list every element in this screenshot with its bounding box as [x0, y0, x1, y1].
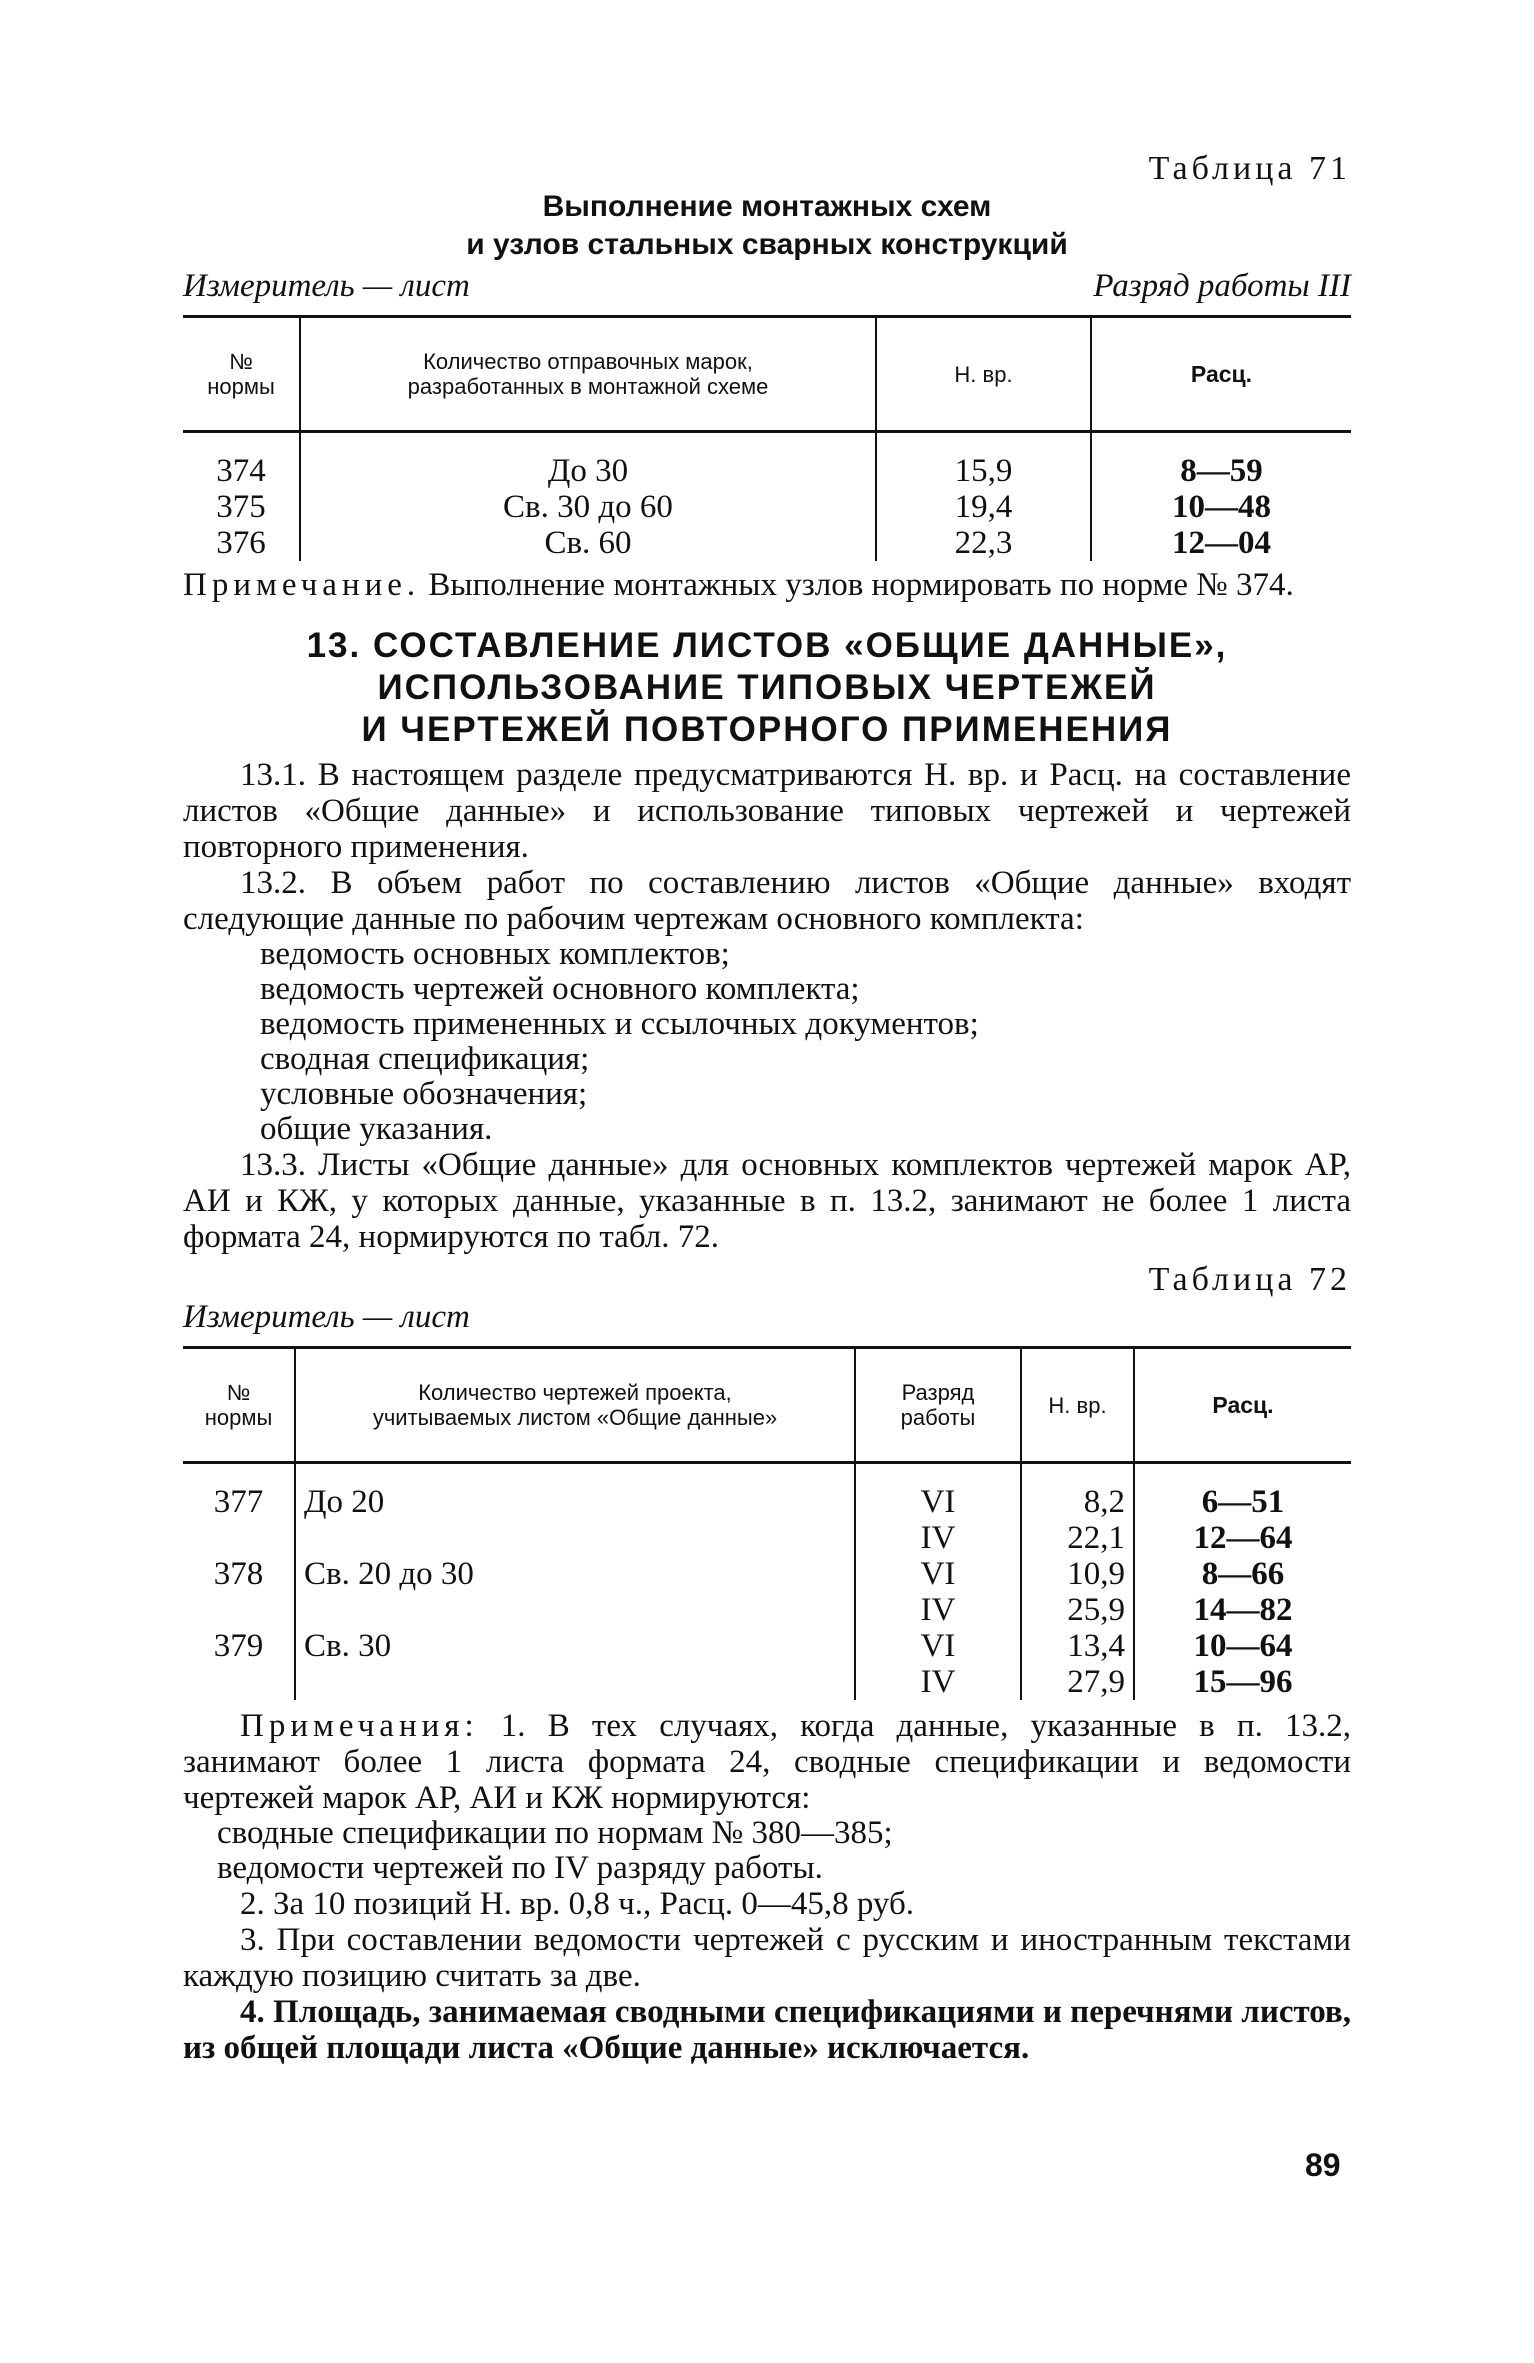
cell-num: 379 [213, 1628, 264, 1664]
table71 [183, 318, 1351, 561]
section-heading: 13. СОСТАВЛЕНИЕ ЛИСТОВ «ОБЩИЕ ДАННЫЕ», ИСПОЛЬЗОВАНИЕ ТИПОВЫХ ЧЕРТЕЖЕЙ И ЧЕРТЕЖЕЙ ПОВТОРНОГО ПРИМЕНЕНИЯ [306, 626, 1228, 749]
cell-rasc: 15—96 [1134, 1664, 1351, 1700]
table71-measure: Измеритель — лист [183, 268, 470, 304]
page-body [183, 150, 1351, 2066]
list-item: общие указания. [260, 1111, 493, 1147]
table72-header-row [183, 1349, 1351, 1463]
col-header-rasc: Расц. [1134, 1349, 1351, 1463]
table-row [183, 432, 1351, 490]
col-header-rasc: Расц. [1091, 318, 1351, 432]
paragraph-13-1: 13.1. В настоящем разделе предусматриваются Н. вр. и Расц. на составление листов «Общие данные» и использование типовых чертежей и чертежей повторного применения. [183, 757, 1351, 865]
table72-note2: 2. За 10 позиций Н. вр. 0,8 ч., Расц. 0—45,8 руб. [240, 1886, 915, 1922]
cell-rasc: 8—59 [1091, 432, 1351, 490]
cell-num: 375 [216, 489, 266, 525]
table71-header-row [183, 318, 1351, 432]
table72-measure: Измеритель — лист [183, 1299, 470, 1335]
cell-hvr: 13,4 [1021, 1628, 1134, 1664]
cell-rasc: 12—04 [1091, 525, 1351, 561]
cell-num [183, 1592, 295, 1628]
cell-hvr: 10,9 [1021, 1556, 1134, 1592]
cell-num [183, 1664, 295, 1700]
table-row [183, 525, 1351, 561]
table-row [183, 489, 1351, 525]
cell-qty [295, 1592, 855, 1628]
table-row [183, 1463, 1351, 1521]
col-header-num: № нормы [204, 1380, 273, 1430]
table72-note1: Примечания: 1. В тех случаях, когда данные, указанные в п. 13.2, занимают более 1 листа формата 24, сводные спецификации и ведомости чертежей марок АР, АИ и КЖ нормируются: [183, 1708, 1351, 1816]
cell-num [183, 1520, 295, 1556]
cell-qty: До 30 [300, 432, 876, 490]
cell-num: 377 [213, 1484, 264, 1520]
cell-qty: Св. 30 [295, 1628, 855, 1664]
table-row [183, 1628, 1351, 1664]
cell-hvr: 15,9 [876, 432, 1091, 490]
list-item: сводная спецификация; [260, 1041, 590, 1077]
cell-hvr: 25,9 [1021, 1592, 1134, 1628]
cell-hvr: 8,2 [1021, 1463, 1134, 1521]
table-row [183, 1556, 1351, 1592]
table71-title-line2: и узлов стальных сварных конструкций [466, 228, 1068, 261]
table71-note: Примечание. Выполнение монтажных узлов нормировать по норме № 374. [183, 567, 1294, 603]
table72-label: Таблица 72 [1148, 1261, 1351, 1298]
table72-meta [183, 1299, 1351, 1346]
content-list [183, 937, 1351, 1147]
col-header-num: № нормы [207, 349, 275, 399]
table71-grade: Разряд работы III [1093, 268, 1351, 304]
cell-rasc: 6—51 [1134, 1463, 1351, 1521]
table71-title [183, 188, 1351, 264]
list-item: условные обозначения; [260, 1076, 588, 1112]
cell-hvr: 22,1 [1021, 1520, 1134, 1556]
cell-hvr: 27,9 [1021, 1664, 1134, 1700]
table-row [183, 1664, 1351, 1700]
cell-num: 374 [216, 453, 266, 489]
cell-grade: VI [855, 1463, 1021, 1521]
list-item: ведомость примененных и ссылочных документов; [260, 1006, 979, 1042]
cell-qty: До 20 [295, 1463, 855, 1521]
cell-rasc: 14—82 [1134, 1592, 1351, 1628]
paragraph-13-2: 13.2. В объем работ по составлению листов «Общие данные» входят следующие данные по рабочим чертежам основного комплекта: [183, 865, 1351, 937]
cell-qty: Св. 60 [300, 525, 876, 561]
table72-note3: 3. При составлении ведомости чертежей с русским и иностранным текстами каждую позицию считать за две. [183, 1922, 1351, 1994]
cell-rasc: 10—48 [1091, 489, 1351, 525]
cell-qty [295, 1520, 855, 1556]
col-header-hvr: Н. вр. [876, 318, 1091, 432]
col-header-grade: Разряд работы [855, 1349, 1021, 1463]
table72 [183, 1349, 1351, 1700]
table71-title-line1: Выполнение монтажных схем [542, 190, 992, 223]
cell-rasc: 10—64 [1134, 1628, 1351, 1664]
cell-grade: IV [855, 1664, 1021, 1700]
list-item: ведомость основных комплектов; [260, 936, 730, 972]
cell-grade: IV [855, 1592, 1021, 1628]
cell-qty [295, 1664, 855, 1700]
table72-note1-b: ведомости чертежей по IV разряду работы. [217, 1850, 823, 1886]
table71-label: Таблица 71 [1148, 150, 1351, 187]
list-item: ведомость чертежей основного комплекта; [260, 971, 860, 1007]
col-header-hvr: Н. вр. [1021, 1349, 1134, 1463]
cell-num: 376 [216, 525, 266, 561]
col-header-qty: Количество отправочных марок, разработанных в монтажной схеме [300, 318, 876, 432]
table-row [183, 1592, 1351, 1628]
table72-note1-a: сводные спецификации по нормам № 380—385; [217, 1815, 893, 1851]
cell-num: 378 [213, 1556, 264, 1592]
col-header-qty: Количество чертежей проекта, учитываемых листом «Общие данные» [295, 1349, 855, 1463]
cell-qty: Св. 30 до 60 [300, 489, 876, 525]
cell-rasc: 12—64 [1134, 1520, 1351, 1556]
cell-grade: VI [855, 1556, 1021, 1592]
cell-grade: IV [855, 1520, 1021, 1556]
cell-hvr: 22,3 [876, 525, 1091, 561]
table-row [183, 1520, 1351, 1556]
table71-meta [183, 268, 1351, 315]
page-number: 89 [1305, 2147, 1341, 2183]
cell-rasc: 8—66 [1134, 1556, 1351, 1592]
paragraph-13-3: 13.3. Листы «Общие данные» для основных комплектов чертежей марок АР, АИ и КЖ, у которых данные, указанные в п. 13.2, занимают не более 1 листа формата 24, нормируются по табл. 72. [183, 1147, 1351, 1255]
cell-hvr: 19,4 [876, 489, 1091, 525]
cell-qty: Св. 20 до 30 [295, 1556, 855, 1592]
cell-grade: VI [855, 1628, 1021, 1664]
table72-note4: 4. Площадь, занимаемая сводными спецификациями и перечнями листов, из общей площади листа «Общие данные» исключается. [183, 1994, 1351, 2066]
